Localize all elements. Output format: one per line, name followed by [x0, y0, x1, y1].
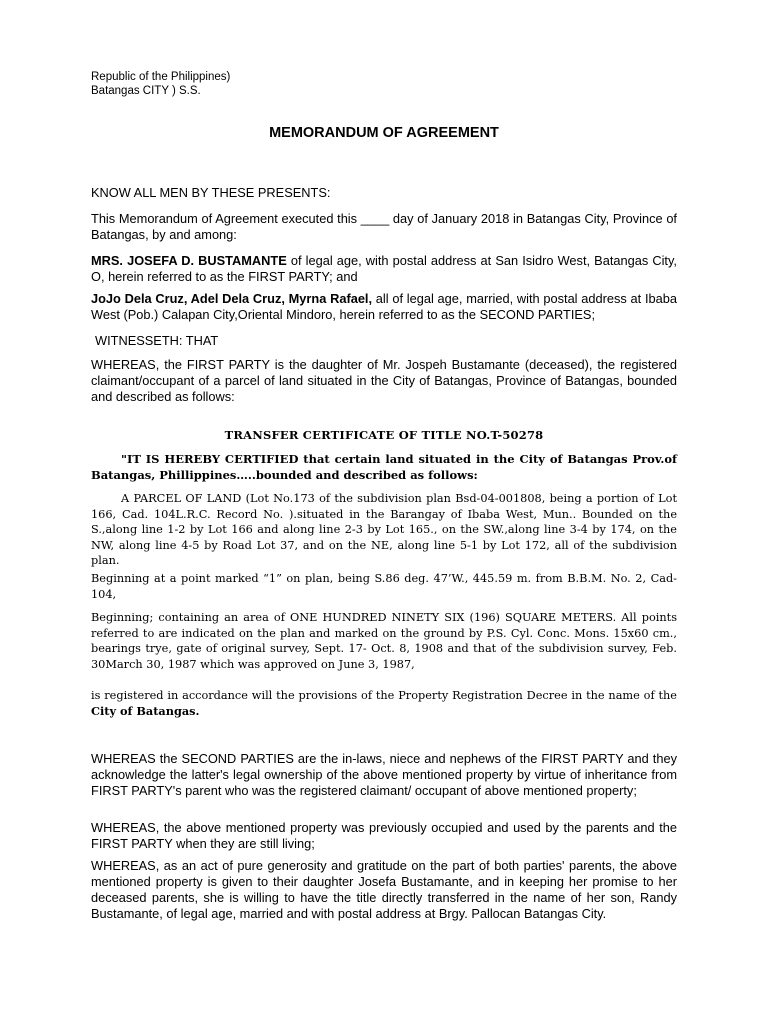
witnesseth-line: WITNESSETH: THAT [95, 333, 219, 348]
second-parties-text: all of legal age, married, with postal address at Ibaba West (Pob.) Calapan City,Oriental Mindoro, herein referred to as the SECOND PARTIES; [91, 291, 677, 322]
parcel-paragraph: A PARCEL OF LAND (Lot No.173 of the subdivision plan Bsd-04-001808, being a portion of Lot 166, Cad. 104L.R.C. Record No. ).situated in the Barangay of Ibaba West, Mun.. Bounded on the S.,along line 1-2 by Lot 166 and along line 2-3 by Lot 165., on the SW.,along line 3-4 by 174, on the NW, along line 4-5 by Road Lot 37, and on the NE, along line 5-1 by Lot 172, all of the subdivision plan. [91, 492, 677, 567]
executed-paragraph: This Memorandum of Agreement executed this ____ day of January 2018 in Batangas City, Province of Batangas, by and among: [91, 211, 677, 242]
tct-heading: TRANSFER CERTIFICATE OF TITLE NO.T-50278 [224, 428, 544, 442]
first-party-name: MRS. JOSEFA D. BUSTAMANTE [91, 253, 287, 268]
beginning-paragraph-1: Beginning at a point marked “1” on plan, being S.86 deg. 47’W., 445.59 m. from B.B.M. No. 2, Cad-104, [91, 572, 677, 601]
intro-paragraph: KNOW ALL MEN BY THESE PRESENTS: [91, 185, 331, 200]
registered-paragraph [91, 688, 677, 719]
venue-line-2: Batangas CITY ) S.S. [91, 85, 201, 97]
registered-name: City of Batangas. [91, 703, 200, 718]
document-title: MEMORANDUM OF AGREEMENT [269, 125, 499, 141]
second-parties-paragraph [91, 291, 677, 323]
first-party-text: of legal age, with postal address at San Isidro West, Batangas City, O, herein referred to as the FIRST PARTY; and [91, 253, 677, 284]
first-party-paragraph [91, 253, 677, 285]
whereas-paragraph-2: WHEREAS the SECOND PARTIES are the in-laws, niece and nephews of the FIRST PARTY and they acknowledge the latter's legal ownership of the above mentioned property by virtue of inheritance from FIRST PARTY's parent who was the registered claimant/ occupant of above mentioned property; [91, 751, 677, 798]
venue-line-1: Republic of the Philippines) [91, 71, 231, 83]
registered-text: is registered in accordance will the provisions of the Property Registration Decree in the name of the [91, 689, 677, 702]
certified-paragraph [91, 452, 677, 483]
whereas-paragraph-1: WHEREAS, the FIRST PARTY is the daughter of Mr. Jospeh Bustamante (deceased), the registered claimant/occupant of a parcel of land situated in the City of Batangas, Province of Batangas, bounded and described as follows: [91, 357, 677, 404]
beginning-paragraph-2: Beginning; containing an area of ONE HUNDRED NINETY SIX (196) SQUARE METERS. All points referred to are indicated on the plan and marked on the ground by P.S. Cyl. Conc. Mons. 15x60 cm., bearings trye, gate of original survey, Sept. 17- Oct. 8, 1908 and that of the subdivision survey, Feb. 30March 30, 1987 which was approved on June 3, 1987, [91, 611, 677, 671]
whereas-paragraph-4: WHEREAS, as an act of pure generosity and gratitude on the part of both parties' parents, the above mentioned property is given to their daughter Josefa Bustamante, and in keeping her promise to her deceased parents, she is willing to have the title directly transferred in the name of her son, Randy Bustamante, of legal age, married and with postal address at Brgy. Pallocan Batangas City. [91, 858, 677, 921]
certified-text: "IT IS HEREBY CERTIFIED that certain land situated in the City of Batangas Prov.of Batangas, Phillippines…..bounded and described as follows: [91, 452, 677, 482]
whereas-paragraph-3: WHEREAS, the above mentioned property was previously occupied and used by the parents and the FIRST PARTY when they are still living; [91, 820, 677, 851]
second-parties-names: JoJo Dela Cruz, Adel Dela Cruz, Myrna Rafael, [91, 291, 373, 306]
venue-block [91, 70, 230, 98]
